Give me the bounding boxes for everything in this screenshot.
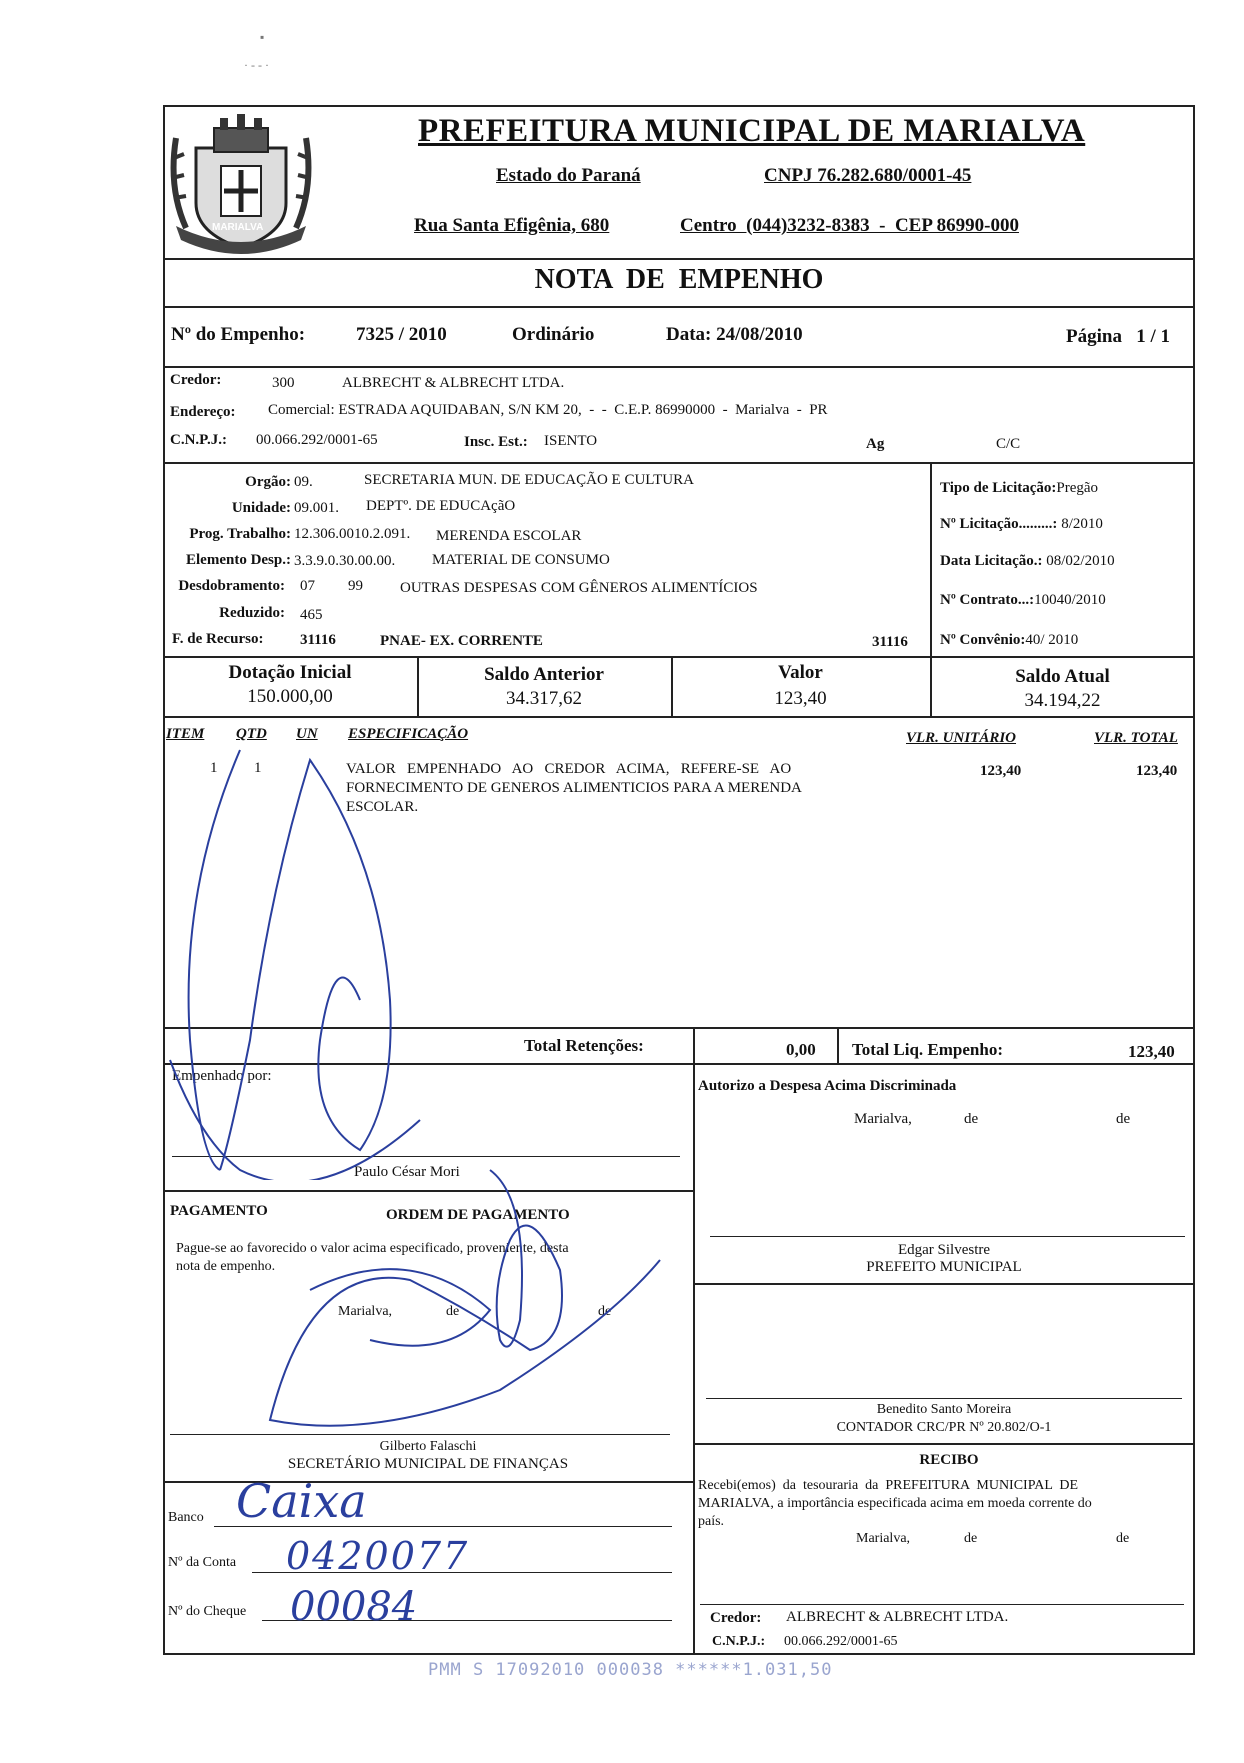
empenhado-por-label: Empenhado por: <box>172 1068 272 1084</box>
financas-name: Gilberto Falaschi <box>379 1439 477 1454</box>
col-header-item: ITEM <box>166 726 205 742</box>
endereco-value: Comercial: ESTRADA AQUIDABAN, S/N KM 20, - - C.E.P. 86990000 - Marialva - PR <box>268 402 828 418</box>
header-title: PREFEITURA MUNICIPAL DE MARIALVA <box>418 113 1086 149</box>
item-number: 1 <box>210 760 218 776</box>
empenho-number: 7325 / 2010 <box>356 324 447 345</box>
prog-code: 12.306.0010.2.091. <box>294 526 411 542</box>
totals-divider-2 <box>837 1027 839 1065</box>
contador-signature-line <box>706 1398 1182 1399</box>
licitacao-tipo-value: Pregão <box>1056 480 1099 496</box>
doc-title: NOTA DE EMPENHO <box>534 264 824 295</box>
recibo-title: RECIBO <box>919 1452 979 1468</box>
conta-label: Nº da Conta <box>168 1555 237 1570</box>
contador-title: CONTADOR CRC/PR Nº 20.802/O-1 <box>836 1420 1052 1435</box>
total-liquido-label: Total Liq. Empenho: <box>852 1040 1003 1059</box>
licitacao-convenio-value: 40/ 2010 <box>1025 632 1079 648</box>
recibo-line2: MARIALVA, a importância especificada acima em moeda corrente do <box>698 1496 1092 1511</box>
signature-scribble <box>160 740 640 1180</box>
saldo-atual-label: Saldo Atual <box>1015 666 1110 687</box>
pague-se-line1: Pague-se ao favorecido o valor acima especificado, proveniente, desta <box>176 1241 569 1256</box>
desdobramento-label: Desdobramento: <box>178 578 285 594</box>
item-total-price: 123,40 <box>1136 763 1178 779</box>
endereco-label: Endereço: <box>170 404 236 420</box>
contador-name: Benedito Santo Moreira <box>876 1402 1012 1417</box>
contador-divider <box>693 1443 1195 1445</box>
recibo-city: Marialva, <box>856 1531 911 1546</box>
recibo-de-1: de <box>964 1531 978 1546</box>
banco-label: Banco <box>168 1510 204 1525</box>
recibo-cnpj-value: 00.066.292/0001-65 <box>784 1634 898 1649</box>
col-header-qtd: QTD <box>236 726 267 742</box>
item-desc-line3: ESCOLAR. <box>346 799 419 815</box>
elemento-label: Elemento Desp.: <box>186 552 291 568</box>
cheque-label: Nº do Cheque <box>168 1604 247 1619</box>
total-retencoes-value: 0,00 <box>786 1040 816 1059</box>
handwritten-banco: Caixa <box>236 1474 367 1528</box>
totals-divider-1 <box>693 1027 695 1065</box>
item-desc-line2: FORNECIMENTO DE GENEROS ALIMENTICIOS PARA A MERENDA <box>346 780 802 796</box>
scan-artifact: · - - · <box>244 58 269 72</box>
dotacao-divider <box>930 462 932 658</box>
signatures-divider <box>693 1063 695 1655</box>
prefeito-signature-line <box>710 1236 1185 1237</box>
orgao-label: Orgão: <box>245 474 291 490</box>
licitacao-tipo <box>940 480 1098 497</box>
header-cnpj: CNPJ 76.282.680/0001-45 <box>764 165 972 186</box>
pagamento-de-2: de <box>598 1304 612 1319</box>
saldo-anterior-label: Saldo Anterior <box>484 664 604 685</box>
dotacao-inicial-value: 150.000,00 <box>247 686 333 707</box>
licitacao-convenio-label: Nº Convênio: <box>940 632 1026 648</box>
pague-se-line2: nota de empenho. <box>176 1259 276 1274</box>
col-header-vlr-total: VLR. TOTAL <box>1094 730 1178 746</box>
ordem-pagamento-label: ORDEM DE PAGAMENTO <box>386 1207 570 1223</box>
pagamento-de-1: de <box>446 1304 460 1319</box>
desdobramento-code2: 99 <box>348 578 363 594</box>
licitacao-data-value: 08/02/2010 <box>1046 553 1115 569</box>
recibo-line3: país. <box>698 1514 725 1529</box>
pagamento-city: Marialva, <box>338 1304 393 1319</box>
payment-stamp: PMM S 17092010 000038 ******1.031,50 <box>428 1660 833 1680</box>
credor-name: ALBRECHT & ALBRECHT LTDA. <box>342 375 565 391</box>
total-retencoes-label: Total Retenções: <box>524 1036 644 1055</box>
autorizo-city: Marialva, <box>854 1111 912 1127</box>
insc-value: ISENTO <box>544 433 598 449</box>
handwritten-cheque: 00084 <box>290 1584 418 1630</box>
orgao-name: SECRETARIA MUN. DE EDUCAÇÃO E CULTURA <box>364 472 694 488</box>
autorizo-label: Autorizo a Despesa Acima Discriminada <box>698 1078 957 1094</box>
licitacao-tipo-label: Tipo de Licitação: <box>940 480 1057 496</box>
elemento-name: MATERIAL DE CONSUMO <box>432 552 610 568</box>
header-address: Rua Santa Efigênia, 680 <box>414 215 610 236</box>
coat-of-arms-logo <box>166 108 316 256</box>
cc-label: C/C <box>996 436 1021 452</box>
col-header-un: UN <box>296 726 318 742</box>
reduzido-value: 465 <box>300 607 323 623</box>
prefeito-title: PREFEITO MUNICIPAL <box>866 1259 1022 1275</box>
cnpj-label: C.N.P.J.: <box>170 432 227 448</box>
desdobramento-name: OUTRAS DESPESAS COM GÊNEROS ALIMENTÍCIOS <box>400 580 758 596</box>
licitacao-convenio <box>940 632 1078 649</box>
desdobramento-code1: 07 <box>300 578 315 594</box>
licitacao-numero-value: 8/2010 <box>1061 516 1103 532</box>
empenhado-name: Paulo César Mori <box>354 1164 460 1180</box>
signature-scribble-2 <box>250 1160 670 1460</box>
recurso-label: F. de Recurso: <box>172 631 264 647</box>
header-contact: Centro (044)3232-8383 - CEP 86990-000 <box>680 215 1019 236</box>
col-header-especificacao: ESPECIFICAÇÃO <box>348 726 469 742</box>
financas-title: SECRETÁRIO MUNICIPAL DE FINANÇAS <box>287 1456 569 1472</box>
autorizo-de-2: de <box>1116 1111 1131 1127</box>
autorizo-de-1: de <box>964 1111 979 1127</box>
saldo-anterior-value: 34.317,62 <box>506 688 582 709</box>
valor-label: Valor <box>778 662 823 683</box>
unidade-name: DEPTº. DE EDUCAçãO <box>366 498 516 514</box>
empenho-label: Nº do Empenho: <box>171 324 306 345</box>
empenho-date: Data: 24/08/2010 <box>666 324 803 345</box>
dotacao-inicial-label: Dotação Inicial <box>228 662 352 683</box>
recibo-credor-value: ALBRECHT & ALBRECHT LTDA. <box>786 1609 1009 1625</box>
valor-value: 123,40 <box>774 688 827 709</box>
pagamento-label: PAGAMENTO <box>170 1203 268 1219</box>
item-unit-price: 123,40 <box>980 763 1022 779</box>
recibo-signature-line <box>700 1604 1184 1605</box>
prog-label: Prog. Trabalho: <box>189 526 291 542</box>
recurso-code: 31116 <box>300 632 336 648</box>
unidade-label: Unidade: <box>231 500 291 516</box>
ag-label: Ag <box>866 436 885 452</box>
prefeito-name: Edgar Silvestre <box>897 1242 991 1258</box>
header-state: Estado do Paraná <box>496 165 641 186</box>
prefeito-divider <box>693 1283 1195 1285</box>
item-desc-line1: VALOR EMPENHADO AO CREDOR ACIMA, REFERE-SE AO <box>346 761 792 777</box>
prog-name: MERENDA ESCOLAR <box>436 528 582 544</box>
empenho-page: Página 1 / 1 <box>1066 326 1170 347</box>
licitacao-numero-label: Nº Licitação.........: <box>940 516 1058 532</box>
credor-code: 300 <box>272 375 295 391</box>
recibo-de-2: de <box>1116 1531 1130 1546</box>
licitacao-numero <box>940 516 1103 533</box>
licitacao-data <box>940 553 1115 570</box>
saldo-atual-value: 34.194,22 <box>1024 690 1101 711</box>
total-liquido-value: 123,40 <box>1128 1042 1175 1061</box>
recurso-code2: 31116 <box>872 634 908 650</box>
orgao-code: 09. <box>294 474 313 490</box>
recibo-line1: Recebi(emos) da tesouraria da PREFEITURA MUNICIPAL DE <box>698 1478 1079 1493</box>
empenho-type: Ordinário <box>512 324 595 345</box>
item-qtd: 1 <box>254 760 262 776</box>
licitacao-contrato <box>940 592 1106 609</box>
handwritten-conta: 0420077 <box>286 1534 470 1578</box>
licitacao-contrato-label: Nº Contrato...: <box>940 592 1035 608</box>
recurso-name: PNAE- EX. CORRENTE <box>380 633 543 649</box>
credor-label: Credor: <box>170 372 222 388</box>
recibo-credor-label: Credor: <box>710 1610 762 1626</box>
unidade-code: 09.001. <box>294 500 339 516</box>
elemento-code: 3.3.9.0.30.00.00. <box>294 553 396 569</box>
recibo-cnpj-label: C.N.P.J.: <box>712 1634 766 1649</box>
licitacao-data-label: Data Licitação.: <box>940 553 1043 569</box>
reduzido-label: Reduzido: <box>219 605 285 621</box>
licitacao-contrato-value: 10040/2010 <box>1034 592 1106 608</box>
logo-ribbon-text: MARIALVA <box>212 222 264 233</box>
scan-artifact: ▪ <box>260 30 265 44</box>
insc-label: Insc. Est.: <box>464 434 528 450</box>
cnpj-value: 00.066.292/0001-65 <box>256 432 378 448</box>
col-header-vlr-unitario: VLR. UNITÁRIO <box>906 730 1017 746</box>
